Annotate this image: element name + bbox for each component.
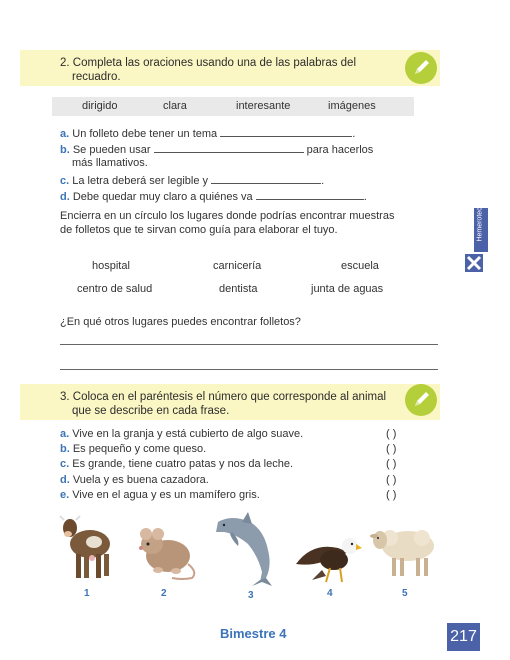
answer-blank[interactable] [220, 126, 352, 137]
circle-instruction-line2: de folletos que te sirvan como guía para elaborar el tuyo. [60, 224, 338, 236]
animal-clue [60, 443, 206, 455]
word-option: clara [163, 100, 187, 112]
pencil-icon [405, 52, 437, 84]
animal-clue [60, 458, 293, 470]
sentence-text: Debe quedar muy claro a quiénes va [72, 191, 253, 203]
place-option[interactable]: escuela [341, 260, 379, 272]
cow-icon [56, 512, 116, 584]
sentence-letter: b. [60, 144, 70, 156]
sentence-b [60, 142, 373, 156]
sentence-letter: a. [60, 128, 70, 140]
pencil-icon [405, 384, 437, 416]
answer-parenthesis[interactable]: ( ) [386, 458, 397, 470]
word-option: interesante [236, 100, 291, 112]
clue-text: Es pequeño y come queso. [72, 443, 207, 455]
animal-clue [60, 474, 209, 486]
hemeroteca-label: Hemeroteca [476, 203, 484, 242]
eagle-icon [292, 530, 364, 584]
section-3-instruction-line1: Coloca en el paréntesis el número que corresponde al animal [72, 391, 387, 403]
answer-blank[interactable] [256, 189, 364, 200]
answer-parenthesis[interactable]: ( ) [386, 443, 397, 455]
answer-parenthesis[interactable]: ( ) [386, 428, 397, 440]
word-option: dirigido [82, 100, 118, 112]
section-2-instruction-line2: recuadro. [72, 71, 121, 83]
animal-number: 3 [248, 590, 254, 601]
sentence-end: . [321, 175, 325, 187]
sentence-d [60, 189, 367, 203]
place-option[interactable]: hospital [92, 260, 130, 272]
animal-number: 2 [161, 588, 167, 599]
section-2-instruction-line1: Completa las oraciones usando una de las palabras del [72, 57, 357, 69]
answer-line[interactable] [60, 344, 438, 345]
clue-letter: c. [60, 458, 70, 470]
sheep-icon [368, 520, 440, 578]
clue-text: Vive en el agua y es un mamífero gris. [72, 489, 260, 501]
place-option[interactable]: junta de aguas [311, 283, 384, 295]
section-3-instruction-line2: que se describe en cada frase. [72, 405, 230, 417]
hemeroteca-logo-icon [465, 254, 483, 272]
place-option[interactable]: dentista [219, 283, 258, 295]
mouse-icon [132, 520, 200, 580]
clue-text: Vuela y es buena cazadora. [72, 474, 209, 486]
sentence-text: Un folleto debe tener un tema [72, 128, 218, 140]
question-text: ¿En qué otros lugares puedes encontrar folletos? [60, 316, 301, 328]
animal-clue [60, 489, 260, 501]
word-box [52, 97, 414, 116]
sentence-end: . [352, 128, 356, 140]
animal-number: 1 [84, 588, 90, 599]
clue-letter: b. [60, 443, 70, 455]
sentence-a [60, 126, 355, 140]
sentence-letter: c. [60, 175, 70, 187]
answer-parenthesis[interactable]: ( ) [386, 474, 397, 486]
animal-number: 4 [327, 588, 333, 599]
sentence-text: La letra deberá ser legible y [72, 175, 208, 187]
sentence-c [60, 173, 324, 187]
sentence-end: para hacerlos [306, 144, 374, 156]
circle-instruction [60, 209, 394, 237]
circle-instruction-line1: Encierra en un círculo los lugares donde podrías encontrar muestras [60, 210, 395, 222]
sentence-letter: d. [60, 191, 70, 203]
section-2-instruction [60, 56, 356, 84]
place-option[interactable]: centro de salud [77, 283, 153, 295]
clue-text: Es grande, tiene cuatro patas y nos da leche. [72, 458, 294, 470]
clue-letter: a. [60, 428, 70, 440]
answer-blank[interactable] [154, 142, 304, 153]
answer-parenthesis[interactable]: ( ) [386, 489, 397, 501]
answer-line[interactable] [60, 369, 438, 370]
section-2-number: 2. [60, 57, 70, 69]
section-3-number: 3. [60, 391, 70, 403]
place-option[interactable]: carnicería [213, 260, 262, 272]
animal-number: 5 [402, 588, 408, 599]
clue-text: Vive en la granja y está cubierto de algo suave. [72, 428, 304, 440]
sentence-text: Se pueden usar [72, 144, 151, 156]
answer-blank[interactable] [211, 173, 321, 184]
page-number: 217 [447, 623, 480, 651]
clue-letter: e. [60, 489, 70, 501]
section-3-instruction [60, 390, 386, 418]
dolphin-icon [212, 510, 282, 586]
animal-clue [60, 428, 303, 440]
bimestre-label: Bimestre 4 [220, 626, 287, 641]
sentence-text: más llamativos. [72, 157, 148, 169]
sentence-end: . [363, 191, 367, 203]
sentence-b-continuation [72, 157, 148, 169]
clue-letter: d. [60, 474, 70, 486]
word-option: imágenes [328, 100, 376, 112]
